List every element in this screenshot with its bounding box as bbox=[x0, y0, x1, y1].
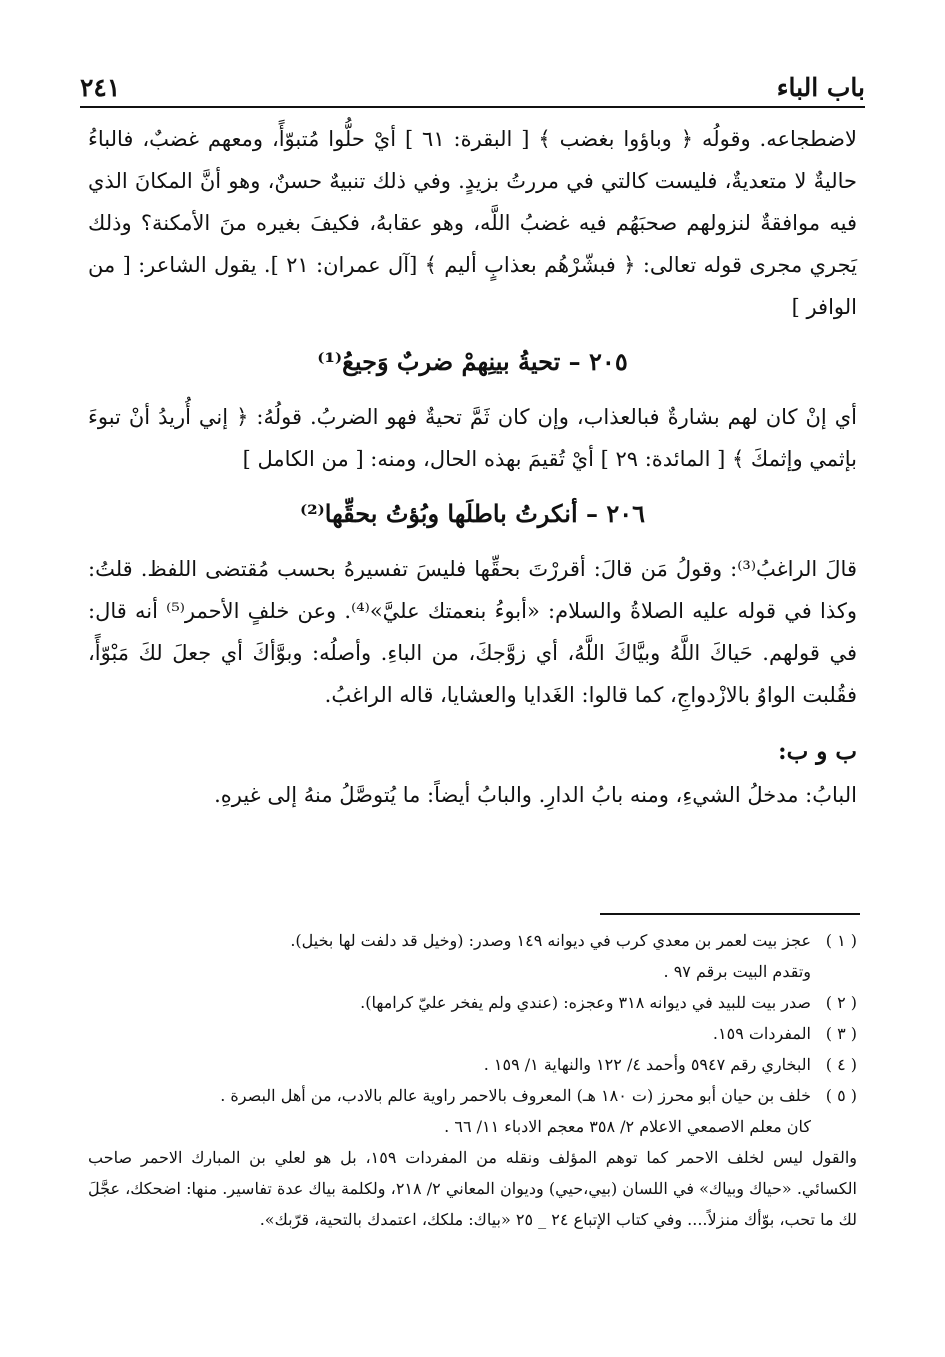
footnote-2 bbox=[88, 987, 857, 1018]
footnote-note: والقول ليس لخلف الاحمر كما توهم المؤلف ونقله من المفردات ١٥٩، بل هو لعلي بن المبارك الاحمر صاحب الكسائي. «حياك وبياك» في اللسان (بيي،حيي) وديوان المعاني ٢/ ٢١٨، ولكلمة بياك عدة تفاسير. منها: اضحكك، عجَّلَ لك ما تحب، بوّأك منزلاً.... وفي كتاب الإتباع ٢٤ _ ٢٥ «بياك: ملكك، اعتمدك بالتحية، قرّبك». bbox=[88, 1148, 858, 1229]
footnote-text: خلف بن حيان أبو محرز (ت ١٨٠ هـ) المعروف بالاحمر راوية عالم بالادب، من أهل البصرة . bbox=[220, 1086, 811, 1105]
footnote-3 bbox=[88, 1018, 857, 1049]
footnote-number: ( ١ ) bbox=[825, 931, 857, 950]
paragraph-2: أي إنْ كان لهم بشارةٌ فبالعذاب، وإن كان ثَمَّ تحيةٌ فهو الضربُ. قولُهُ: ﴿ إني أُريدُ أنْ تبوءَ بإثمي وإثمكَ ﴾ [ المائدة: ٢٩ ] أيْ تُقيمَ بهذه الحال، ومنه: [ من الكامل ] bbox=[88, 405, 857, 471]
footnote-text: عجز بيت لعمر بن معدي كرب في ديوانه ١٤٩ وصدر: (وخيل قد دلفت لها بخيل). bbox=[290, 931, 811, 950]
footnote-1-continued: وتقدم البيت برقم ٩٧ . bbox=[663, 962, 811, 981]
page-number: ٢٤١ bbox=[80, 73, 121, 102]
verse-206: ٢٠٦ – أنكرتُ باطلَها وبُؤتُ بحقِّها⁽²⁾ bbox=[299, 499, 646, 528]
main-text bbox=[88, 118, 857, 816]
header-rule bbox=[80, 106, 865, 108]
footnote-text: المفردات ١٥٩. bbox=[712, 1024, 811, 1043]
footnote-1 bbox=[88, 925, 857, 956]
page-header bbox=[80, 58, 865, 102]
chapter-title: باب الباء bbox=[776, 73, 865, 102]
footnotes bbox=[88, 925, 857, 1235]
footnote-number: ( ٤ ) bbox=[825, 1055, 857, 1074]
footnote-number: ( ٣ ) bbox=[825, 1024, 857, 1043]
paragraph-4: البابُ: مدخلُ الشيءِ، ومنه بابُ الدارِ. والبابُ أيضاً: ما يُتوصَّلُ منهُ إلى غيرهِ. bbox=[214, 783, 857, 807]
paragraph-3: قالَ الراغبُ⁽³⁾: وقولُ مَن قالَ: أقررْتَ بحقِّها فليسَ تفسيرهُ بحسب مُقتضى اللفظ. قلتُ: وكذا في قوله عليه الصلاةُ والسلام: «أبوءُ بنعمتك عليَّ»⁽⁴⁾. وعن خلفٍ الأحمر⁽⁵⁾ أنه قال: في قولهم. حَياكَ اللَّهُ وبيَّاكَ اللَّهُ، أي زوَّجكَ، من الباءِ. وأصلُه: وبوَّأكَ أي جعلَ لكَ مَبْوّأً، فقُلبت الواوُ بالازْدواجِ، كما قالوا: الغَدايا والعشايا، قاله الراغبُ. bbox=[88, 557, 857, 707]
footnote-4 bbox=[88, 1049, 857, 1080]
footnote-number: ( ٥ ) bbox=[825, 1086, 857, 1105]
footnote-5 bbox=[88, 1080, 857, 1111]
paragraph-1: لاضطجاعه. وقولُه ﴿ وباؤوا بغضب ﴾ [ البقرة: ٦١ ] أيْ حلُّوا مُتبوّأً، ومعهم غضبٌ، فالباءُ حاليةٌ لا متعديةٌ، فليست كالتي في مررتُ بزيدٍ. وفي ذلك تنبيهٌ حسنٌ، وهو أنَّ المكانَ الذي فيه موافقةٌ لنزولهم صحبَهُم فيه غضبُ اللَّه، وهو عقابهُ، فكيفَ بغيره منَ الأمكنة؟ وذلك يَجري مجرى قوله تعالى: ﴿ فبشّرْهُم بعذابٍ أليم ﴾ [آل عمران: ٢١ ]. يقول الشاعر: [ من الوافر ] bbox=[88, 127, 857, 319]
footnote-text: البخاري رقم ٥٩٤٧ وأحمد ٤/ ١٢٢ والنهاية ١/ ١٥٩ . bbox=[483, 1055, 811, 1074]
verse-205: ٢٠٥ – تحيةُ بينِهمْ ضربٌ وَجيعُ⁽¹⁾ bbox=[317, 347, 628, 376]
footnote-rule bbox=[600, 913, 860, 915]
footnote-number: ( ٢ ) bbox=[825, 993, 857, 1012]
footnote-text: صدر بيت للبيد في ديوانه ٣١٨ وعجزه: (عندي ولم يفخر عليّ كرامها). bbox=[360, 993, 811, 1012]
root-heading: ب و ب: bbox=[778, 738, 857, 765]
footnote-5-continued: كان معلم الاصمعي الاعلام ٢/ ٣٥٨ معجم الادباء ١١/ ٦٦ . bbox=[444, 1117, 811, 1136]
